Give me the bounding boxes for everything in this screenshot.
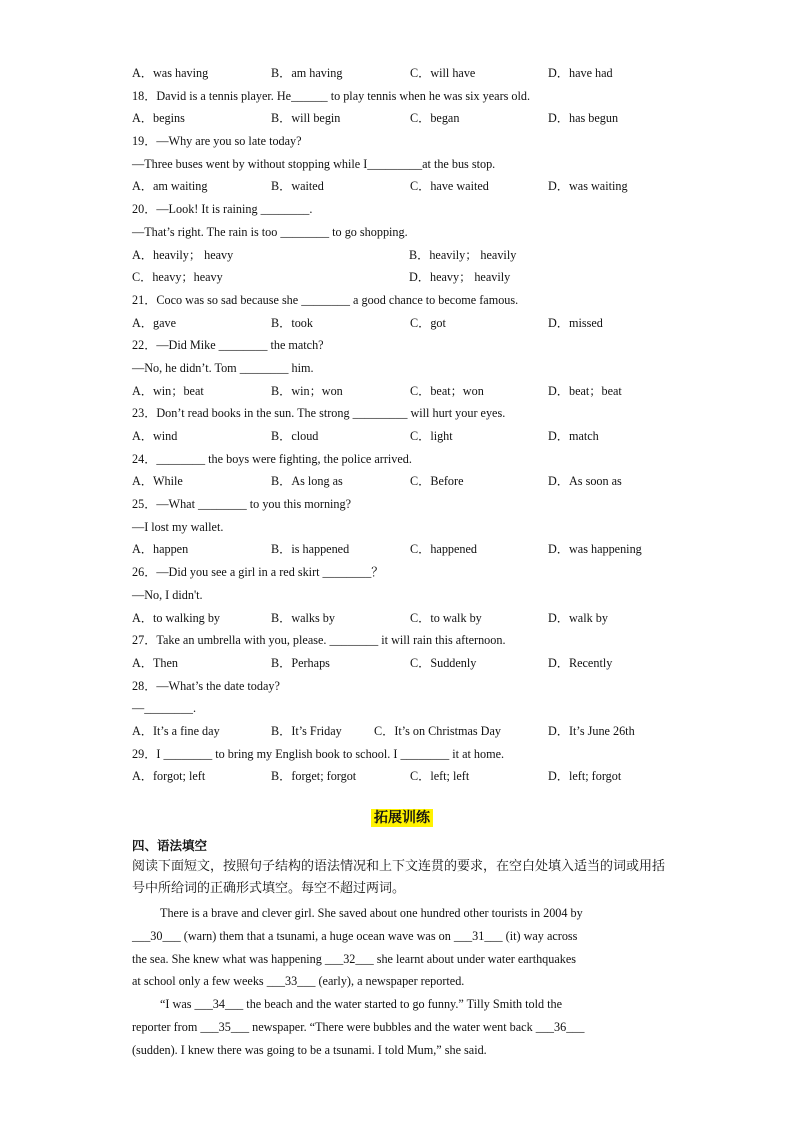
passage-line: reporter from ___35___ newspaper. “There were bubbles and the water went back ___36___ [132, 1019, 585, 1034]
option-d: D．missed [548, 315, 603, 330]
option-a: A．heavily； heavy [132, 247, 234, 262]
question-stem-2: —I lost my wallet. [132, 519, 224, 534]
options-row [132, 312, 672, 335]
question-stem-2: —Three buses went by without stopping while I_________at the bus stop. [132, 156, 496, 171]
option-a: A．forgot; left [132, 769, 206, 784]
option-c: C．Suddenly [410, 655, 477, 670]
option-d: D．Recently [548, 655, 613, 670]
option-d: D．heavy； heavily [409, 270, 511, 285]
option-c: C．light [410, 429, 453, 443]
option-d: D．have had [548, 66, 613, 80]
option-b: B．waited [271, 179, 324, 194]
option-c: C．left; left [410, 769, 470, 784]
question-stem: 26．—Did you see a girl in a red skirt ________？ [132, 565, 384, 580]
option-b: B．took [271, 315, 313, 330]
question-stem: 27．Take an umbrella with you, please. ________ it will rain this afternoon. [132, 633, 506, 648]
option-c: C．to walk by [410, 610, 482, 625]
option-c: C．have waited [410, 179, 489, 194]
option-a: A．was having [132, 66, 209, 80]
options-row [132, 380, 672, 403]
question-stem-2: —________. [132, 701, 196, 716]
options-row [132, 538, 672, 561]
option-c: C．got [410, 315, 446, 330]
option-a: A．win；beat [132, 383, 204, 398]
option-c: C．will have [410, 66, 476, 80]
option-b: B．Perhaps [271, 655, 330, 670]
options-row [132, 765, 672, 788]
option-b: B．is happened [271, 542, 350, 557]
option-c: C．began [410, 111, 460, 126]
option-a: A．Then [132, 655, 179, 670]
passage-line: at school only a few weeks ___33___ (early), a newspaper reported. [132, 974, 465, 989]
question-stem: 23．Don’t read books in the sun. The strong _________ will hurt your eyes. [132, 406, 506, 421]
options-row [132, 62, 672, 85]
passage-line: (sudden). I knew there was going to be a tsunami. I told Mum,” she said. [132, 1042, 487, 1057]
option-c: C．heavy；heavy [132, 270, 223, 285]
passage-line: the sea. She knew what was happening ___32___ she learnt about under water earthquakes [132, 951, 577, 966]
options-row [132, 425, 672, 448]
question-stem: 21．Coco was so sad because she ________ a good chance to become famous. [132, 292, 519, 307]
options-row [132, 107, 672, 130]
passage [132, 902, 672, 1062]
option-a: A．begins [132, 111, 185, 126]
option-d: D．left; forgot [548, 769, 622, 784]
question-stem-2: —That’s right. The rain is too ________ to go shopping. [132, 224, 408, 239]
option-b: B．heavily； heavily [409, 247, 517, 262]
options-row [132, 652, 672, 675]
options-row [132, 266, 672, 289]
question-stem: 20．—Look! It is raining ________. [132, 202, 313, 217]
option-d: D．was waiting [548, 179, 628, 194]
option-a: A．am waiting [132, 179, 208, 194]
section-banner [132, 807, 672, 831]
question-stem: 25．—What ________ to you this morning? [132, 497, 352, 512]
options-row [132, 607, 672, 630]
option-d: D．walk by [548, 610, 608, 625]
question-stem: 19．—Why are you so late today? [132, 134, 302, 149]
options-row [132, 175, 672, 198]
question-stem: 28．—What’s the date today? [132, 678, 280, 693]
question-list [132, 62, 672, 1057]
question-stem-2: —No, I didn't. [132, 587, 203, 602]
option-b: B．cloud [271, 429, 319, 443]
option-b: B．will begin [271, 111, 341, 126]
question-stem: 29．I ________ to bring my English book to school. I ________ it at home. [132, 746, 505, 761]
option-a: A．It’s a fine day [132, 723, 220, 738]
option-b: B．am having [271, 66, 343, 80]
options-row [132, 470, 672, 493]
option-c: C．happened [410, 542, 478, 557]
banner-label: 拓展训练 [371, 809, 433, 827]
options-row [132, 720, 672, 743]
option-c: C．It’s on Christmas Day [374, 723, 501, 738]
instructions: 阅读下面短文，按照句子结构的语法情况和上下文连贯的要求，在空白处填入适当的词或用括号中所给词的正确形式填空。每空不超过两词。 [132, 859, 666, 896]
question-stem: 18．David is a tennis player. He______ to play tennis when he was six years old. [132, 88, 531, 103]
option-a: A．happen [132, 542, 189, 557]
option-d: D．It’s June 26th [548, 723, 635, 738]
option-b: B．win；won [271, 383, 343, 398]
question-stem-2: —No, he didn’t. Tom ________ him. [132, 360, 314, 375]
question-stem: 22．—Did Mike ________ the match? [132, 338, 324, 353]
option-a: A．to walking by [132, 610, 221, 625]
passage-line: “I was ___34___ the beach and the water started to go funny.” Tilly Smith told the [160, 997, 563, 1012]
option-d: D．match [548, 429, 599, 443]
option-d: D．As soon as [548, 474, 622, 489]
option-b: B．walks by [271, 610, 335, 625]
passage-line: ___30___ (warn) them that a tsunami, a huge ocean wave was on ___31___ (it) way across [132, 928, 578, 943]
question-stem: 24．________ the boys were fighting, the police arrived. [132, 451, 412, 466]
option-c: C．Before [410, 474, 464, 489]
option-d: D．beat；beat [548, 383, 622, 398]
options-row [132, 244, 672, 267]
option-b: B．As long as [271, 474, 343, 489]
option-a: A．While [132, 474, 183, 489]
option-d: D．has begun [548, 111, 619, 126]
option-a: A．wind [132, 429, 178, 443]
option-b: B．It’s Friday [271, 723, 342, 738]
option-b: B．forget; forgot [271, 769, 357, 784]
option-a: A．gave [132, 315, 176, 330]
section-title: 四、语法填空 [132, 838, 208, 853]
option-d: D．was happening [548, 542, 642, 557]
passage-line: There is a brave and clever girl. She saved about one hundred other tourists in 2004 by [160, 906, 583, 920]
option-c: C．beat；won [410, 383, 484, 398]
